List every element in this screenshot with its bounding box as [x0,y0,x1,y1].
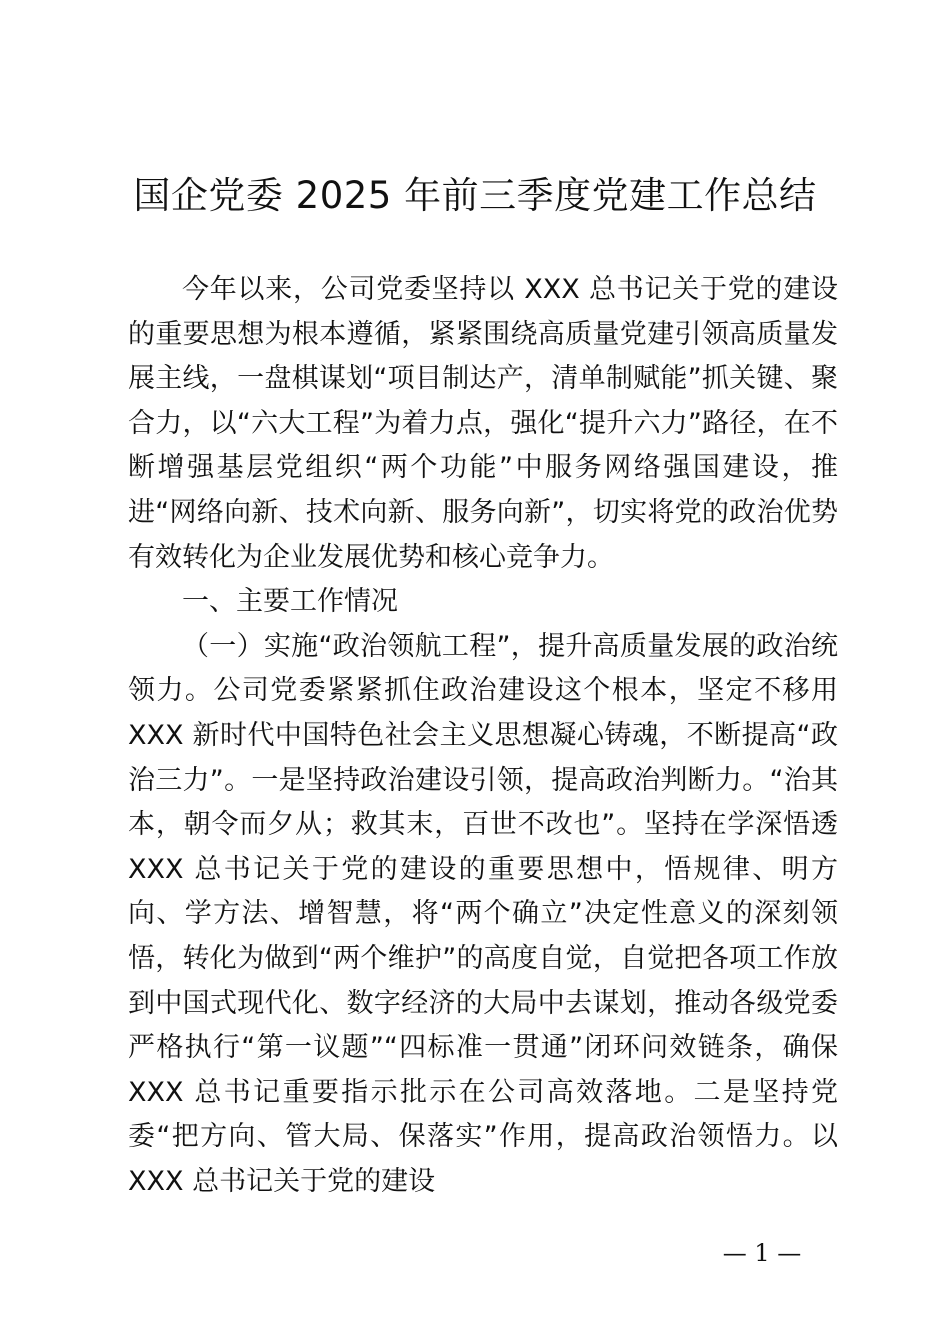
document-body [128,268,838,1204]
document-title: 国企党委 2025 年前三季度党建工作总结 [133,174,817,217]
section-heading: 一、主要工作情况 [182,586,398,618]
subsection-paragraph: （一）实施“政治领航工程”，提升高质量发展的政治统领力。公司党委紧紧抓住政治建设这个根本，坚定不移用 XXX 新时代中国特色社会主义思想凝心铸魂，不断提高“政治三力”。一是坚持政治建设引领，提高政治判断力。“治其本，朝令而夕从；救其末，百世不改也”。坚持在学深悟透 XXX 总书记关于党的建设的重要思想中，悟规律、明方向、学方法、增智慧，将“两个确立”决定性意义的深刻领悟，转化为做到“两个维护”的高度自觉，自觉把各项工作放到中国式现代化、数字经济的大局中去谋划，推动各级党委严格执行“第一议题”“四标准一贯通”闭环问效链条，确保 XXX 总书记重要指示批示在公司高效落地。二是坚持党委“把方向、管大局、保落实”作用，提高政治领悟力。以 XXX 总书记关于党的建设 [128,630,838,1197]
page-number: — 1 — [722,1239,802,1267]
intro-paragraph: 今年以来，公司党委坚持以 XXX 总书记关于党的建设的重要思想为根本遵循，紧紧围绕高质量党建引领高质量发展主线，一盘棋谋划“项目制达产，清单制赋能”抓关键、聚合力，以“六大工程”为着力点，强化“提升六力”路径，在不断增强基层党组织“两个功能”中服务网络强国建设，推进“网络向新、技术向新、服务向新”，切实将党的政治优势有效转化为企业发展优势和核心竞争力。 [128,274,838,573]
